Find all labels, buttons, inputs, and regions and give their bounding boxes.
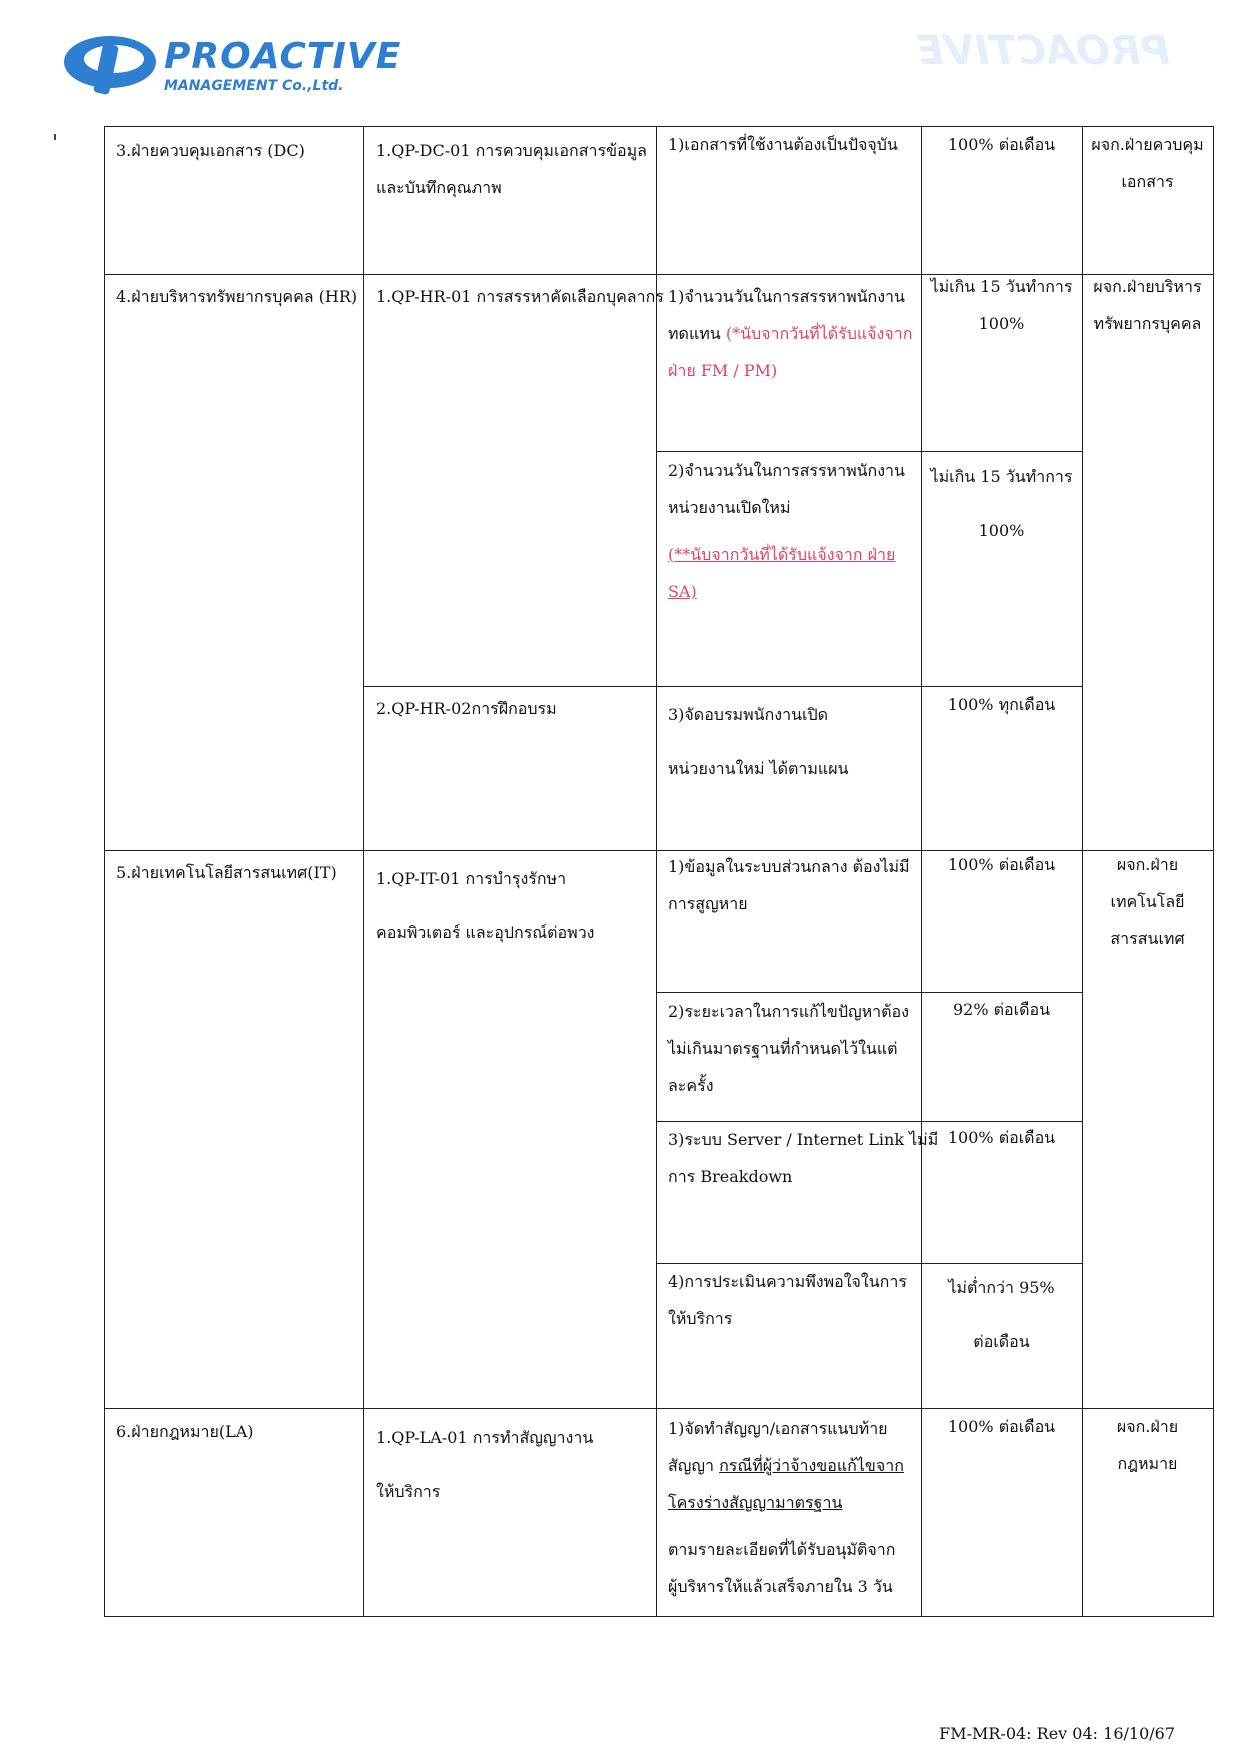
- it-procedure: 1.QP-IT-01 การบำรุงรักษา คอมพิวเตอร์ และอุปกรณ์ต่อพวง: [376, 869, 595, 942]
- hr-procedure-2: 2.QP-HR-02การฝึกอบรม: [376, 699, 557, 718]
- hr-indicator-2: 2)จำนวนวันในการสรรหาพนักงาน หน่วยงานเปิดใหม่ (**นับจากวันที่ได้รับแจ้งจาก ฝ่าย SA): [668, 461, 905, 601]
- it-indicator-1: 1)ข้อมูลในระบบส่วนกลาง ต้องไม่มี การสูญหาย: [668, 857, 910, 913]
- la-owner: ผจก.ฝ่าย กฎหมาย: [1116, 1417, 1179, 1473]
- dc-target: 100% ต่อเดือน: [947, 135, 1056, 154]
- hr-owner: ผจก.ฝ่ายบริหาร ทรัพยากรบุคคล: [1093, 277, 1202, 333]
- hr-indicator-3: 3)จัดอบรมพนักงานเปิด หน่วยงานใหม่ ได้ตามแผน: [668, 705, 849, 778]
- dc-owner: ผจก.ฝ่ายควบคุม เอกสาร: [1091, 135, 1204, 191]
- it-target-3: 100% ต่อเดือน: [947, 1128, 1056, 1147]
- it-owner: ผจก.ฝ่าย เทคโนโลยี สารสนเทศ: [1110, 855, 1185, 948]
- hr-target-3: 100% ทุกเดือน: [947, 695, 1056, 714]
- la-procedure: 1.QP-LA-01 การทำสัญญางาน ให้บริการ: [376, 1428, 594, 1501]
- hr-target-1: ไม่เกิน 15 วันทำการ 100%: [930, 277, 1073, 333]
- document-code: FM-MR-04: Rev 04: 16/10/67: [939, 1724, 1175, 1743]
- la-indicator-1: 1)จัดทำสัญญา/เอกสารแนบท้าย สัญญา กรณีที่ผู้ว่าจ้างขอแก้ไขจาก โครงร่างสัญญามาตรฐาน ตามรายละเอียดที่ได้รับอนุมัติจาก ผู้บริหารให้แล้วเสร็จภายใน 3 วัน: [668, 1419, 904, 1596]
- hr-department: 4.ฝ่ายบริหารทรัพยากรบุคคล (HR): [116, 287, 358, 306]
- hr-target-2: ไม่เกิน 15 วันทำการ 100%: [930, 467, 1073, 540]
- it-target-4: ไม่ต่ำกว่า 95% ต่อเดือน: [948, 1278, 1055, 1351]
- la-department: 6.ฝ่ายกฎหมาย(LA): [116, 1422, 254, 1441]
- it-indicator-2: 2)ระยะเวลาในการแก้ไขปัญหาต้อง ไม่เกินมาตรฐานที่กำหนดไว้ในแต่ ละครั้ง: [668, 1002, 909, 1095]
- it-indicator-3: 3)ระบบ Server / Internet Link ไม่มี การ Breakdown: [668, 1130, 939, 1186]
- dc-indicator: 1)เอกสารที่ใช้งานต้องเป็นปัจจุบัน: [668, 135, 898, 154]
- watermark-logo: PROACTIVE: [916, 28, 1170, 74]
- it-target-1: 100% ต่อเดือน: [947, 855, 1056, 874]
- la-target-1: 100% ต่อเดือน: [947, 1417, 1056, 1436]
- logo-text-primary: PROACTIVE: [164, 36, 402, 77]
- dc-procedure: 1.QP-DC-01 การควบคุมเอกสารข้อมูล และบันทึกคุณภาพ: [376, 141, 647, 197]
- it-target-2: 92% ต่อเดือน: [952, 1000, 1051, 1019]
- hr-indicator-1: 1)จำนวนวันในการสรรหาพนักงาน ทดแทน (*นับจากวันที่ได้รับแจ้งจาก ฝ่าย FM / PM): [668, 287, 913, 380]
- hr-procedure-1: 1.QP-HR-01 การสรรหาคัดเลือกบุคลากร: [376, 287, 664, 306]
- logo-text-secondary: MANAGEMENT Co.,Ltd.: [164, 78, 344, 94]
- it-indicator-4: 4)การประเมินความพึงพอใจในการ ให้บริการ: [668, 1272, 907, 1328]
- dc-department: 3.ฝ่ายควบคุมเอกสาร (DC): [116, 141, 305, 160]
- it-department: 5.ฝ่ายเทคโนโลยีสารสนเทศ(IT): [116, 863, 337, 882]
